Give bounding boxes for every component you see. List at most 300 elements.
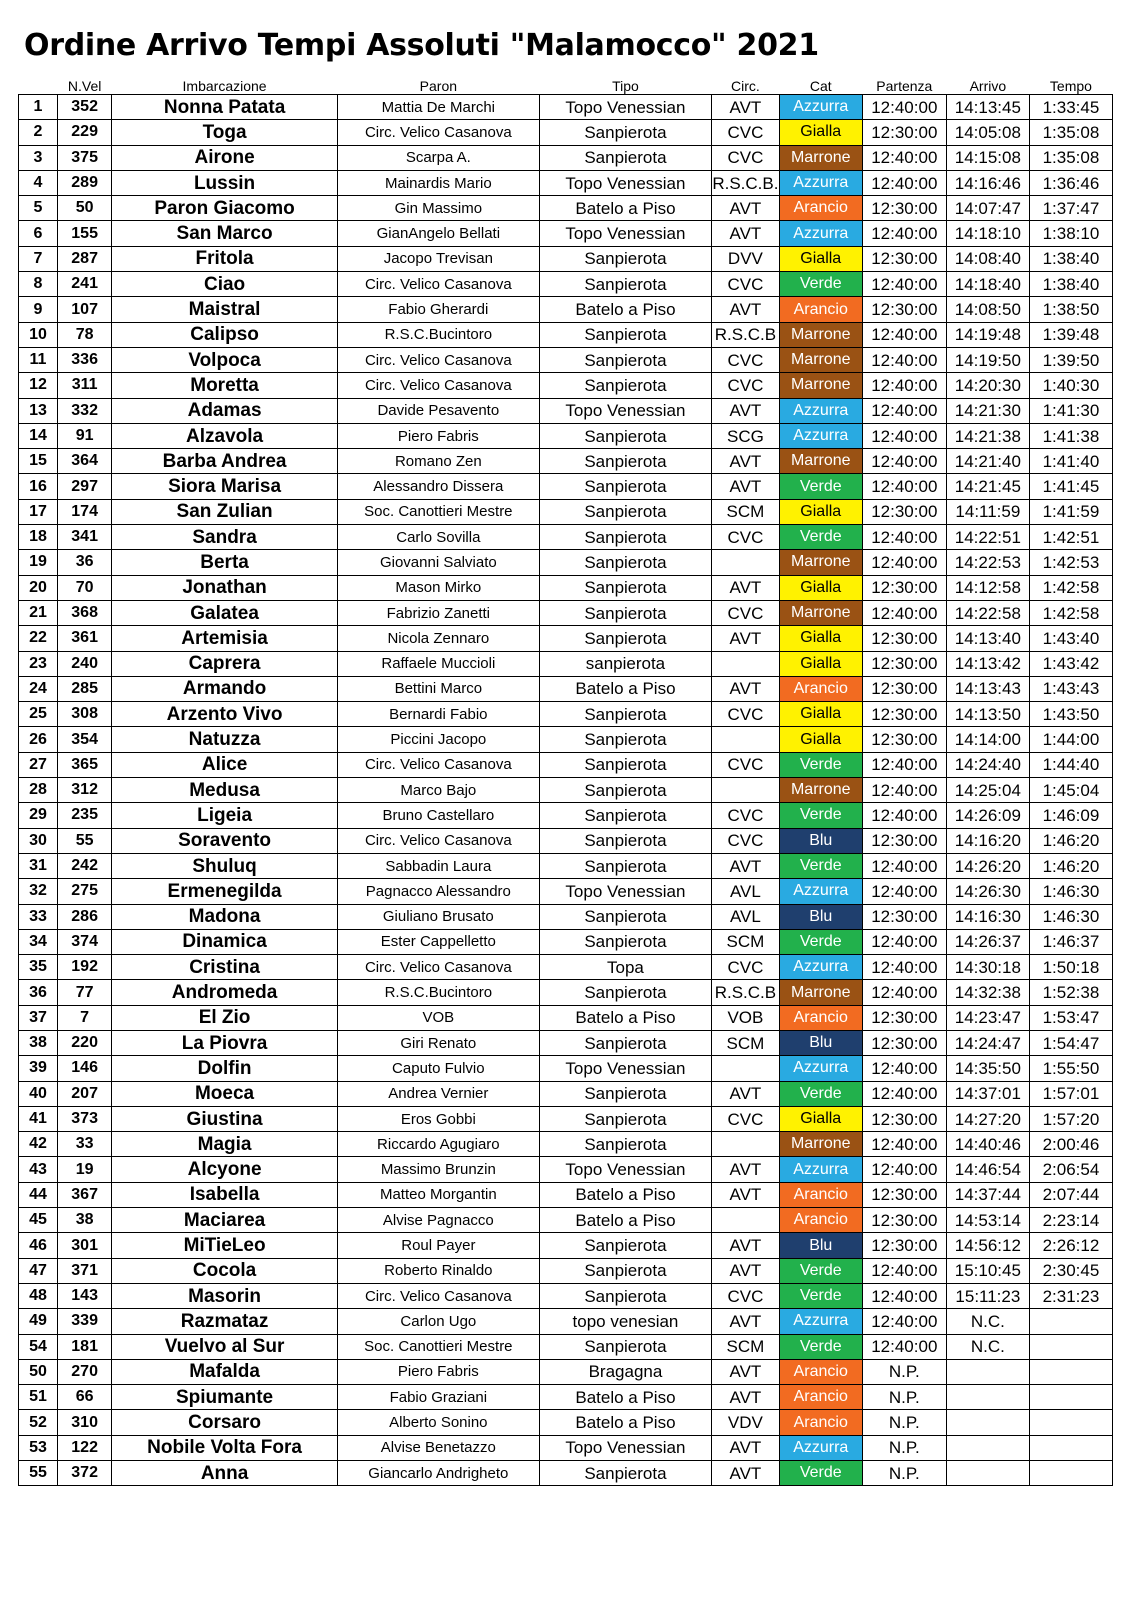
finish-time-cell: 14:19:50 [946, 347, 1029, 372]
table-row [19, 1081, 1113, 1106]
sail-number-cell: 19 [57, 1157, 111, 1182]
finish-time-cell [946, 1410, 1029, 1435]
boat-type-cell: topo venesian [539, 1309, 711, 1334]
sail-number-cell: 270 [57, 1359, 111, 1384]
start-time-cell: 12:30:00 [862, 1030, 946, 1055]
elapsed-time-cell: 1:46:37 [1029, 929, 1112, 954]
position-cell: 4 [19, 170, 58, 195]
club-cell: CVC [712, 828, 780, 853]
boat-name-cell: Jonathan [112, 575, 338, 600]
sail-number-cell: 192 [57, 955, 111, 980]
start-time-cell: N.P. [862, 1359, 946, 1384]
category-cell: Verde [779, 1283, 862, 1308]
boat-name-cell: Nonna Patata [112, 95, 338, 120]
position-cell: 41 [19, 1106, 58, 1131]
sail-number-cell: 146 [57, 1056, 111, 1081]
boat-name-cell: Moeca [112, 1081, 338, 1106]
position-cell: 20 [19, 575, 58, 600]
position-cell: 44 [19, 1182, 58, 1207]
table-row [19, 778, 1113, 803]
club-cell: AVT [712, 626, 780, 651]
club-cell: AVT [712, 575, 780, 600]
sail-number-cell: 341 [57, 525, 111, 550]
table-row [19, 373, 1113, 398]
sail-number-cell: 235 [57, 803, 111, 828]
position-cell: 54 [19, 1334, 58, 1359]
boat-name-cell: Dolfin [112, 1056, 338, 1081]
sail-number-cell: 66 [57, 1385, 111, 1410]
club-cell: CVC [712, 803, 780, 828]
sail-number-cell: 38 [57, 1208, 111, 1233]
finish-time-cell: 14:26:37 [946, 929, 1029, 954]
skipper-cell: Giri Renato [337, 1030, 539, 1055]
club-cell: AVT [712, 1461, 780, 1486]
club-cell: CVC [712, 120, 780, 145]
finish-time-cell: 14:16:20 [946, 828, 1029, 853]
finish-time-cell: 14:20:30 [946, 373, 1029, 398]
boat-type-cell: Sanpierota [539, 828, 711, 853]
table-row [19, 1132, 1113, 1157]
boat-type-cell: Topo Venessian [539, 879, 711, 904]
sail-number-cell: 122 [57, 1435, 111, 1460]
position-cell: 17 [19, 499, 58, 524]
boat-type-cell: Sanpierota [539, 120, 711, 145]
start-time-cell: 12:40:00 [862, 879, 946, 904]
finish-time-cell: 14:11:59 [946, 499, 1029, 524]
start-time-cell: 12:30:00 [862, 246, 946, 271]
table-row [19, 196, 1113, 221]
skipper-cell: Bruno Castellaro [337, 803, 539, 828]
boat-type-cell: Sanpierota [539, 778, 711, 803]
club-cell: CVC [712, 272, 780, 297]
category-cell: Marrone [779, 980, 862, 1005]
club-cell: AVT [712, 1309, 780, 1334]
results-body [19, 95, 1113, 1486]
finish-time-cell: 14:14:00 [946, 727, 1029, 752]
category-cell: Verde [779, 1081, 862, 1106]
finish-time-cell: 14:37:44 [946, 1182, 1029, 1207]
boat-type-cell: Sanpierota [539, 752, 711, 777]
club-cell: AVL [712, 879, 780, 904]
boat-type-cell: Batelo a Piso [539, 676, 711, 701]
boat-type-cell: Sanpierota [539, 322, 711, 347]
sail-number-cell: 181 [57, 1334, 111, 1359]
category-cell: Gialla [779, 702, 862, 727]
club-cell: CVC [712, 525, 780, 550]
skipper-cell: Andrea Vernier [337, 1081, 539, 1106]
boat-type-cell: Sanpierota [539, 525, 711, 550]
elapsed-time-cell: 1:41:59 [1029, 499, 1112, 524]
sail-number-cell: 286 [57, 904, 111, 929]
table-row [19, 1208, 1113, 1233]
category-cell: Azzurra [779, 955, 862, 980]
position-cell: 22 [19, 626, 58, 651]
boat-name-cell: Alcyone [112, 1157, 338, 1182]
skipper-cell: Roberto Rinaldo [337, 1258, 539, 1283]
category-cell: Azzurra [779, 398, 862, 423]
skipper-cell: Circ. Velico Casanova [337, 828, 539, 853]
finish-time-cell: 14:19:48 [946, 322, 1029, 347]
skipper-cell: Bernardi Fabio [337, 702, 539, 727]
skipper-cell: Pagnacco Alessandro [337, 879, 539, 904]
category-cell: Verde [779, 272, 862, 297]
skipper-cell: GianAngelo Bellati [337, 221, 539, 246]
table-row [19, 626, 1113, 651]
finish-time-cell: 14:46:54 [946, 1157, 1029, 1182]
start-time-cell: 12:40:00 [862, 853, 946, 878]
position-cell: 31 [19, 853, 58, 878]
start-time-cell: 12:40:00 [862, 272, 946, 297]
start-time-cell: 12:40:00 [862, 170, 946, 195]
start-time-cell: N.P. [862, 1461, 946, 1486]
finish-time-cell: 14:21:45 [946, 474, 1029, 499]
sail-number-cell: 7 [57, 1005, 111, 1030]
club-cell: AVT [712, 95, 780, 120]
position-cell: 29 [19, 803, 58, 828]
finish-time-cell: 14:27:20 [946, 1106, 1029, 1131]
boat-type-cell: Sanpierota [539, 600, 711, 625]
boat-name-cell: Soravento [112, 828, 338, 853]
start-time-cell: 12:30:00 [862, 828, 946, 853]
elapsed-time-cell [1029, 1461, 1112, 1486]
boat-name-cell: Adamas [112, 398, 338, 423]
boat-type-cell: Sanpierota [539, 702, 711, 727]
header-boat: Imbarcazione [182, 78, 267, 94]
category-cell: Marrone [779, 600, 862, 625]
position-cell: 36 [19, 980, 58, 1005]
elapsed-time-cell: 1:42:51 [1029, 525, 1112, 550]
skipper-cell: Nicola Zennaro [337, 626, 539, 651]
table-row [19, 1182, 1113, 1207]
position-cell: 28 [19, 778, 58, 803]
finish-time-cell: 14:26:09 [946, 803, 1029, 828]
position-cell: 34 [19, 929, 58, 954]
finish-time-cell: N.C. [946, 1309, 1029, 1334]
sail-number-cell: 77 [57, 980, 111, 1005]
finish-time-cell: 14:53:14 [946, 1208, 1029, 1233]
boat-type-cell: Topo Venessian [539, 1056, 711, 1081]
position-cell: 37 [19, 1005, 58, 1030]
boat-name-cell: Razmataz [112, 1309, 338, 1334]
position-cell: 12 [19, 373, 58, 398]
sail-number-cell: 70 [57, 575, 111, 600]
table-row [19, 1385, 1113, 1410]
skipper-cell: R.S.C.Bucintoro [337, 980, 539, 1005]
elapsed-time-cell: 2:31:23 [1029, 1283, 1112, 1308]
skipper-cell: Mainardis Mario [337, 170, 539, 195]
elapsed-time-cell [1029, 1385, 1112, 1410]
boat-type-cell: Sanpierota [539, 1461, 711, 1486]
elapsed-time-cell: 1:39:50 [1029, 347, 1112, 372]
table-row [19, 449, 1113, 474]
boat-type-cell: Sanpierota [539, 1030, 711, 1055]
finish-time-cell: 14:30:18 [946, 955, 1029, 980]
boat-name-cell: Ciao [112, 272, 338, 297]
position-cell: 46 [19, 1233, 58, 1258]
start-time-cell: 12:40:00 [862, 373, 946, 398]
start-time-cell: 12:40:00 [862, 955, 946, 980]
sail-number-cell: 354 [57, 727, 111, 752]
skipper-cell: Bettini Marco [337, 676, 539, 701]
boat-type-cell: Sanpierota [539, 1334, 711, 1359]
skipper-cell: Fabrizio Zanetti [337, 600, 539, 625]
table-row [19, 550, 1113, 575]
position-cell: 9 [19, 297, 58, 322]
elapsed-time-cell: 2:06:54 [1029, 1157, 1112, 1182]
finish-time-cell: 14:22:58 [946, 600, 1029, 625]
category-cell: Marrone [779, 1132, 862, 1157]
start-time-cell: 12:40:00 [862, 550, 946, 575]
boat-type-cell: Batelo a Piso [539, 1410, 711, 1435]
club-cell: CVC [712, 752, 780, 777]
table-row [19, 651, 1113, 676]
elapsed-time-cell: 1:42:58 [1029, 600, 1112, 625]
elapsed-time-cell: 1:52:38 [1029, 980, 1112, 1005]
boat-name-cell: Maciarea [112, 1208, 338, 1233]
boat-name-cell: Isabella [112, 1182, 338, 1207]
category-cell: Gialla [779, 246, 862, 271]
table-row [19, 1258, 1113, 1283]
start-time-cell: 12:40:00 [862, 1081, 946, 1106]
boat-name-cell: Volpoca [112, 347, 338, 372]
boat-type-cell: Sanpierota [539, 550, 711, 575]
position-cell: 32 [19, 879, 58, 904]
sail-number-cell: 311 [57, 373, 111, 398]
boat-name-cell: Ligeia [112, 803, 338, 828]
category-cell: Verde [779, 1461, 862, 1486]
boat-name-cell: Fritola [112, 246, 338, 271]
position-cell: 19 [19, 550, 58, 575]
position-cell: 48 [19, 1283, 58, 1308]
table-row [19, 600, 1113, 625]
club-cell: AVT [712, 676, 780, 701]
start-time-cell: 12:40:00 [862, 525, 946, 550]
finish-time-cell [946, 1435, 1029, 1460]
boat-type-cell: Sanpierota [539, 727, 711, 752]
elapsed-time-cell: 1:39:48 [1029, 322, 1112, 347]
boat-name-cell: Moretta [112, 373, 338, 398]
boat-type-cell: Bragagna [539, 1359, 711, 1384]
elapsed-time-cell: 1:46:09 [1029, 803, 1112, 828]
elapsed-time-cell: 1:43:42 [1029, 651, 1112, 676]
skipper-cell: Caputo Fulvio [337, 1056, 539, 1081]
elapsed-time-cell: 1:54:47 [1029, 1030, 1112, 1055]
finish-time-cell: 14:13:45 [946, 95, 1029, 120]
elapsed-time-cell: 1:45:04 [1029, 778, 1112, 803]
sail-number-cell: 310 [57, 1410, 111, 1435]
sail-number-cell: 275 [57, 879, 111, 904]
category-cell: Verde [779, 853, 862, 878]
finish-time-cell: 14:24:47 [946, 1030, 1029, 1055]
category-cell: Arancio [779, 297, 862, 322]
table-row [19, 1283, 1113, 1308]
elapsed-time-cell: 1:41:30 [1029, 398, 1112, 423]
sail-number-cell: 289 [57, 170, 111, 195]
boat-name-cell: Dinamica [112, 929, 338, 954]
club-cell: SCG [712, 423, 780, 448]
category-cell: Arancio [779, 676, 862, 701]
finish-time-cell: 14:13:43 [946, 676, 1029, 701]
club-cell: R.S.C.B. [712, 170, 780, 195]
elapsed-time-cell: 1:46:20 [1029, 828, 1112, 853]
sail-number-cell: 242 [57, 853, 111, 878]
finish-time-cell: 14:05:08 [946, 120, 1029, 145]
position-cell: 15 [19, 449, 58, 474]
club-cell: AVT [712, 1081, 780, 1106]
boat-type-cell: Sanpierota [539, 246, 711, 271]
boat-name-cell: Madona [112, 904, 338, 929]
skipper-cell: Jacopo Trevisan [337, 246, 539, 271]
table-row [19, 955, 1113, 980]
boat-type-cell: Sanpierota [539, 449, 711, 474]
club-cell: VOB [712, 1005, 780, 1030]
boat-name-cell: MiTieLeo [112, 1233, 338, 1258]
finish-time-cell: 14:07:47 [946, 196, 1029, 221]
elapsed-time-cell: 1:55:50 [1029, 1056, 1112, 1081]
elapsed-time-cell: 1:43:40 [1029, 626, 1112, 651]
sail-number-cell: 107 [57, 297, 111, 322]
skipper-cell: Giovanni Salviato [337, 550, 539, 575]
start-time-cell: 12:40:00 [862, 1157, 946, 1182]
category-cell: Marrone [779, 322, 862, 347]
sail-number-cell: 336 [57, 347, 111, 372]
sail-number-cell: 229 [57, 120, 111, 145]
table-row [19, 1359, 1113, 1384]
club-cell: AVT [712, 474, 780, 499]
start-time-cell: 12:30:00 [862, 1208, 946, 1233]
start-time-cell: 12:40:00 [862, 322, 946, 347]
boat-name-cell: Anna [112, 1461, 338, 1486]
club-cell [712, 727, 780, 752]
boat-name-cell: Vuelvo al Sur [112, 1334, 338, 1359]
position-cell: 1 [19, 95, 58, 120]
boat-type-cell: Sanpierota [539, 929, 711, 954]
finish-time-cell: 14:37:01 [946, 1081, 1029, 1106]
finish-time-cell: 14:35:50 [946, 1056, 1029, 1081]
skipper-cell: VOB [337, 1005, 539, 1030]
start-time-cell: 12:30:00 [862, 575, 946, 600]
skipper-cell: Circ. Velico Casanova [337, 120, 539, 145]
skipper-cell: Mattia De Marchi [337, 95, 539, 120]
start-time-cell: 12:40:00 [862, 803, 946, 828]
boat-name-cell: Toga [112, 120, 338, 145]
club-cell: SCM [712, 1030, 780, 1055]
table-row [19, 1461, 1113, 1486]
position-cell: 38 [19, 1030, 58, 1055]
table-row [19, 1005, 1113, 1030]
boat-type-cell: Sanpierota [539, 980, 711, 1005]
elapsed-time-cell: 1:57:01 [1029, 1081, 1112, 1106]
position-cell: 35 [19, 955, 58, 980]
elapsed-time-cell: 1:43:50 [1029, 702, 1112, 727]
table-row [19, 221, 1113, 246]
start-time-cell: 12:30:00 [862, 297, 946, 322]
club-cell: AVL [712, 904, 780, 929]
boat-type-cell: Sanpierota [539, 575, 711, 600]
boat-name-cell: La Piovra [112, 1030, 338, 1055]
table-row [19, 980, 1113, 1005]
skipper-cell: Alvise Pagnacco [337, 1208, 539, 1233]
table-row [19, 1309, 1113, 1334]
elapsed-time-cell [1029, 1435, 1112, 1460]
skipper-cell: Raffaele Muccioli [337, 651, 539, 676]
start-time-cell: 12:40:00 [862, 221, 946, 246]
start-time-cell: 12:40:00 [862, 347, 946, 372]
finish-time-cell: 14:16:30 [946, 904, 1029, 929]
sail-number-cell: 374 [57, 929, 111, 954]
start-time-cell: 12:40:00 [862, 423, 946, 448]
sail-number-cell: 297 [57, 474, 111, 499]
skipper-cell: Soc. Canottieri Mestre [337, 499, 539, 524]
boat-name-cell: Shuluq [112, 853, 338, 878]
finish-time-cell [946, 1461, 1029, 1486]
skipper-cell: Circ. Velico Casanova [337, 272, 539, 297]
finish-time-cell: 14:21:38 [946, 423, 1029, 448]
start-time-cell: N.P. [862, 1435, 946, 1460]
club-cell: R.S.C.B [712, 980, 780, 1005]
boat-type-cell: Sanpierota [539, 499, 711, 524]
start-time-cell: 12:30:00 [862, 1182, 946, 1207]
skipper-cell: Giuliano Brusato [337, 904, 539, 929]
header-start: Partenza [876, 78, 933, 94]
header-row [19, 71, 1113, 95]
category-cell: Arancio [779, 1385, 862, 1410]
position-cell: 39 [19, 1056, 58, 1081]
category-cell: Marrone [779, 347, 862, 372]
elapsed-time-cell: 1:44:40 [1029, 752, 1112, 777]
header-time: Tempo [1049, 78, 1092, 94]
position-cell: 52 [19, 1410, 58, 1435]
boat-name-cell: Maistral [112, 297, 338, 322]
start-time-cell: 12:40:00 [862, 929, 946, 954]
club-cell [712, 778, 780, 803]
table-row [19, 803, 1113, 828]
results-table [18, 71, 1113, 1486]
start-time-cell: 12:40:00 [862, 1258, 946, 1283]
category-cell: Arancio [779, 1410, 862, 1435]
club-cell: CVC [712, 347, 780, 372]
category-cell: Marrone [779, 778, 862, 803]
finish-time-cell: 14:22:51 [946, 525, 1029, 550]
club-cell: AVT [712, 1359, 780, 1384]
skipper-cell: Eros Gobbi [337, 1106, 539, 1131]
category-cell: Verde [779, 474, 862, 499]
category-cell: Gialla [779, 727, 862, 752]
start-time-cell: 12:40:00 [862, 145, 946, 170]
elapsed-time-cell: 1:46:30 [1029, 904, 1112, 929]
boat-name-cell: Corsaro [112, 1410, 338, 1435]
skipper-cell: Sabbadin Laura [337, 853, 539, 878]
boat-type-cell: Sanpierota [539, 1258, 711, 1283]
finish-time-cell: 14:13:50 [946, 702, 1029, 727]
position-cell: 45 [19, 1208, 58, 1233]
sail-number-cell: 339 [57, 1309, 111, 1334]
sail-number-cell: 352 [57, 95, 111, 120]
table-row [19, 474, 1113, 499]
table-row [19, 246, 1113, 271]
sail-number-cell: 368 [57, 600, 111, 625]
boat-type-cell: Batelo a Piso [539, 1005, 711, 1030]
elapsed-time-cell: 1:50:18 [1029, 955, 1112, 980]
header-category: Cat [809, 78, 832, 94]
start-time-cell: 12:30:00 [862, 1005, 946, 1030]
table-row [19, 575, 1113, 600]
skipper-cell: Giancarlo Andrigheto [337, 1461, 539, 1486]
table-row [19, 95, 1113, 120]
skipper-cell: Fabio Gherardi [337, 297, 539, 322]
elapsed-time-cell: 1:35:08 [1029, 145, 1112, 170]
skipper-cell: Riccardo Agugiaro [337, 1132, 539, 1157]
